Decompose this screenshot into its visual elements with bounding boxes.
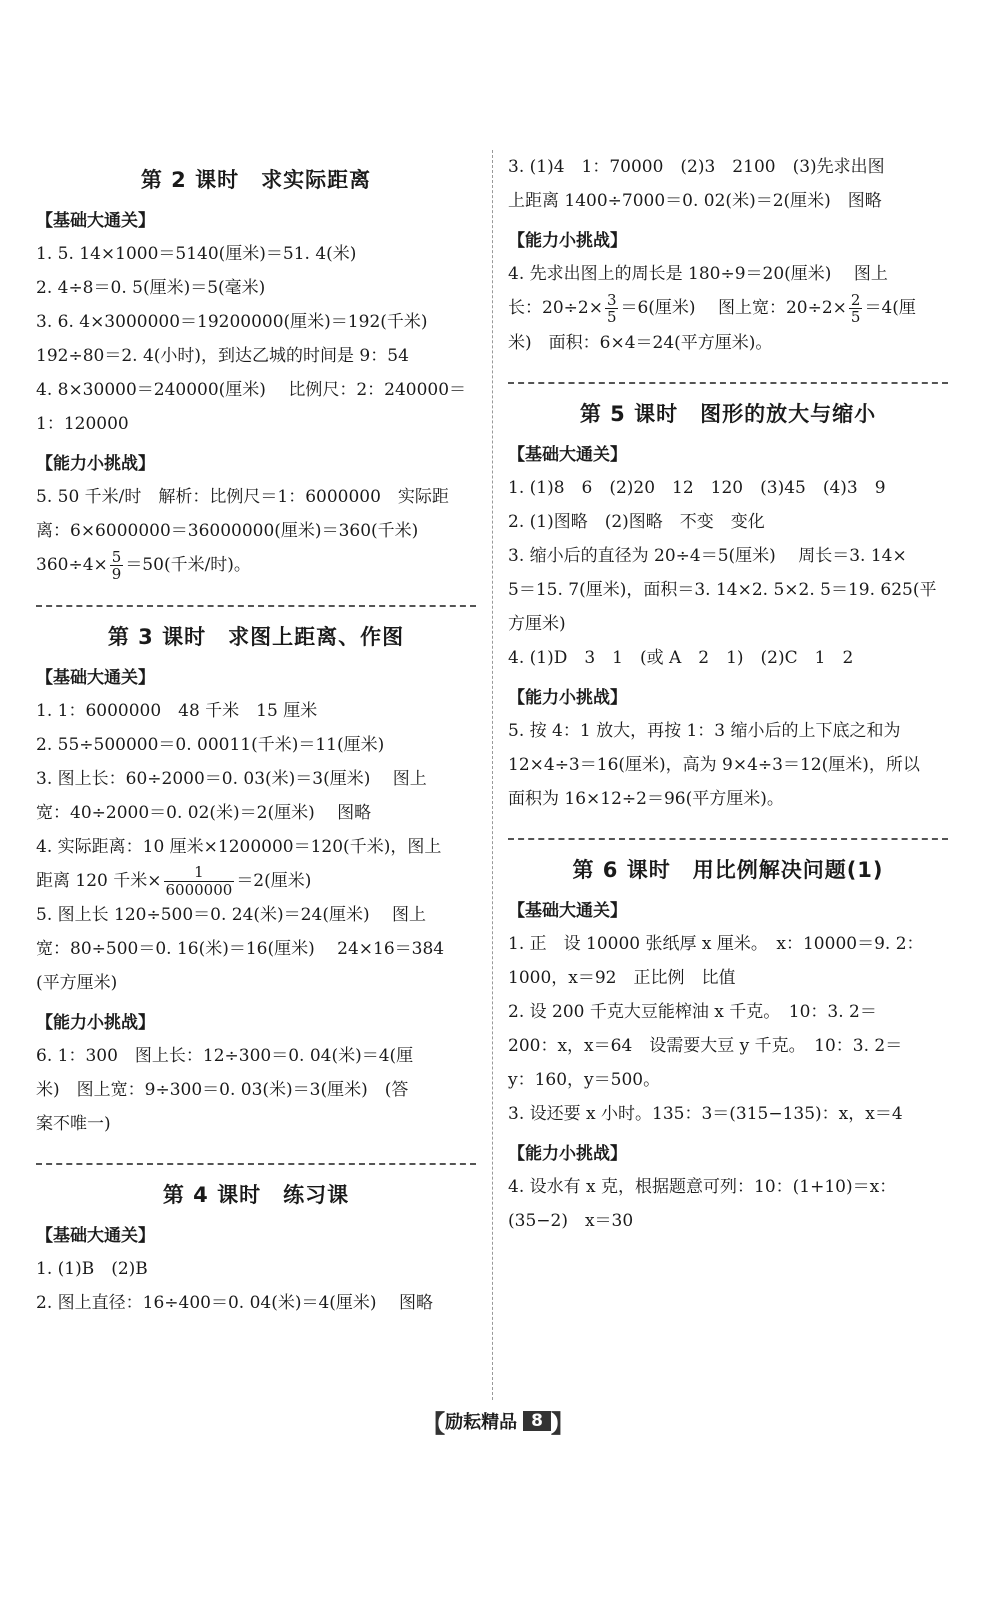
lesson-5-title: 第 5 课时 图形的放大与缩小 bbox=[579, 401, 877, 426]
lesson-2-title: 第 2 课时 求实际距离 bbox=[140, 168, 372, 192]
answer-line: 4. 设水有 x 克，根据题意可列：10：(1+10)＝x： bbox=[508, 1176, 897, 1197]
answer-line: 1. 1：6000000 48 千米 15 厘米 bbox=[36, 700, 318, 721]
challenge-section-heading: 【能力小挑战】 bbox=[508, 687, 627, 708]
basic-section-heading: 【基础大通关】 bbox=[36, 211, 155, 231]
basic-section-heading: 【基础大通关】 bbox=[36, 667, 155, 688]
section-divider bbox=[36, 1163, 476, 1165]
answer-line: (35−2) x＝30 bbox=[508, 1210, 634, 1231]
fraction-answer-line: 长：20÷2× $\frac{3}{5}$ ＝6(厘米) 图上宽：20÷2× $\frac{2}{5}$ ＝4(厘 bbox=[508, 290, 916, 326]
right-bracket-icon: 】 bbox=[550, 1409, 575, 1438]
answer-line: 2. 设 200 千克大豆能榨油 x 千克。 10：3. 2＝ bbox=[508, 1001, 877, 1022]
answer-line: 2. 4÷8＝0. 5(厘米)＝5(毫米) bbox=[36, 278, 266, 298]
answer-line: 192÷80＝2. 4(小时)，到达乙城的时间是 9：54 bbox=[36, 346, 409, 366]
fraction: $\frac{1}{6000000}$ bbox=[165, 863, 233, 899]
answer-line: 米) 图上宽：9÷300＝0. 03(米)＝3(厘米) (答 bbox=[36, 1080, 409, 1100]
answer-line: 2. 55÷500000＝0. 00011(千米)＝11(厘米) bbox=[36, 734, 385, 755]
answer-line: 5. 50 千米/时 解析：比例尺＝1：6000000 实际距 bbox=[36, 487, 449, 507]
challenge-section-heading: 【能力小挑战】 bbox=[36, 454, 155, 474]
basic-section-heading: 【基础大通关】 bbox=[508, 444, 627, 465]
answer-line: 3. 6. 4×3000000＝19200000(厘米)＝192(千米) bbox=[36, 312, 428, 332]
answer-line: 4. 先求出图上的周长是 180÷9＝20(厘米) 图上 bbox=[508, 264, 888, 284]
fraction: $\frac{2}{5}$ bbox=[850, 290, 861, 326]
answer-line: 1：120000 bbox=[36, 414, 129, 434]
answer-line: 宽：40÷2000＝0. 02(米)＝2(厘米) 图略 bbox=[36, 802, 372, 823]
fraction: $\frac{3}{5}$ bbox=[606, 290, 617, 326]
section-divider bbox=[36, 605, 476, 607]
answer-line: y：160，y＝500。 bbox=[508, 1069, 661, 1090]
answer-line: 2. 图上直径：16÷400＝0. 04(米)＝4(厘米) 图略 bbox=[36, 1293, 433, 1313]
answer-line: 面积为 16×12÷2＝96(平方厘米)。 bbox=[508, 788, 784, 809]
fraction-answer-line: 360÷4× $\frac{5}{9}$ ＝50(千米/时)。 bbox=[36, 547, 251, 583]
section-divider bbox=[508, 838, 948, 840]
answer-line: (平方厘米) bbox=[36, 973, 118, 993]
section-divider bbox=[508, 382, 948, 384]
answer-line: 12×4÷3＝16(厘米)，高为 9×4÷3＝12(厘米)，所以 bbox=[508, 754, 920, 775]
answer-line: 1. 正 设 10000 张纸厚 x 厘米。 x：10000＝9. 2： bbox=[508, 933, 924, 954]
answer-line: 4. (1)D 3 1 (或 A 2 1) (2)C 1 2 bbox=[508, 647, 854, 668]
challenge-section-heading: 【能力小挑战】 bbox=[508, 231, 627, 251]
answer-line: 米) 面积：6×4＝24(平方厘米)。 bbox=[508, 332, 773, 353]
fraction-answer-line: 距离 120 千米× $\frac{1}{6000000}$ ＝2(厘米) bbox=[36, 863, 312, 899]
answer-line: 5＝15. 7(厘米)，面积＝3. 14×2. 5×2. 5＝19. 625(平 bbox=[508, 579, 937, 600]
left-bracket-icon: 【 bbox=[421, 1409, 446, 1438]
answer-line: 1. (1)B (2)B bbox=[36, 1259, 148, 1279]
brand-label: 励耘精品 bbox=[445, 1412, 518, 1433]
answer-line: 案不唯一) bbox=[36, 1114, 111, 1134]
answer-line: 2. (1)图略 (2)图略 不变 变化 bbox=[508, 511, 765, 532]
answer-line: 4. 8×30000＝240000(厘米) 比例尺：2：240000＝ bbox=[36, 380, 467, 400]
answer-line: 4. 实际距离：10 厘米×1200000＝120(千米)，图上 bbox=[36, 836, 442, 857]
basic-section-heading: 【基础大通关】 bbox=[36, 1226, 155, 1246]
challenge-section-heading: 【能力小挑战】 bbox=[508, 1143, 627, 1164]
answer-line: 1. (1)8 6 (2)20 12 120 (3)45 (4)3 9 bbox=[508, 477, 886, 498]
column-separator bbox=[492, 150, 494, 1400]
answer-line: 3. 设还要 x 小时。135：3＝(315−135)：x，x＝4 bbox=[508, 1103, 903, 1124]
basic-section-heading: 【基础大通关】 bbox=[508, 900, 627, 921]
answer-line: 1. 5. 14×1000＝5140(厘米)＝51. 4(米) bbox=[36, 244, 357, 264]
page-number: 8 bbox=[523, 1411, 551, 1431]
fraction: $\frac{5}{9}$ bbox=[111, 547, 122, 583]
lesson-4-title: 第 4 课时 练习课 bbox=[162, 1183, 350, 1207]
answer-line: 3. 缩小后的直径为 20÷4＝5(厘米) 周长＝3. 14× bbox=[508, 545, 907, 566]
answer-line: 3. (1)4 1：70000 (2)3 2100 (3)先求出图 bbox=[508, 157, 885, 177]
left-column bbox=[36, 150, 476, 1320]
answer-line: 5. 按 4：1 放大，再按 1：3 缩小后的上下底之和为 bbox=[508, 720, 901, 741]
right-column bbox=[508, 150, 948, 1238]
answer-line: 200：x，x＝64 设需要大豆 y 千克。 10：3. 2＝ bbox=[508, 1035, 903, 1056]
answer-line: 方厘米) bbox=[508, 613, 566, 634]
answer-line: 宽：80÷500＝0. 16(米)＝16(厘米) 24×16＝384 bbox=[36, 939, 445, 959]
challenge-section-heading: 【能力小挑战】 bbox=[36, 1013, 155, 1033]
answer-line: 1000，x＝92 正比例 比值 bbox=[508, 967, 736, 988]
answer-line: 3. 图上长：60÷2000＝0. 03(米)＝3(厘米) 图上 bbox=[36, 768, 427, 789]
page-footer bbox=[398, 1406, 598, 1436]
answer-line: 6. 1：300 图上长：12÷300＝0. 04(米)＝4(厘 bbox=[36, 1046, 414, 1066]
answer-line: 离：6×6000000＝36000000(厘米)＝360(千米) bbox=[36, 521, 419, 541]
answer-line: 上距离 1400÷7000＝0. 02(米)＝2(厘米) 图略 bbox=[508, 191, 882, 211]
answer-line: 5. 图上长 120÷500＝0. 24(米)＝24(厘米) 图上 bbox=[36, 905, 426, 925]
lesson-3-title: 第 3 课时 求图上距离、作图 bbox=[107, 624, 405, 649]
lesson-6-title: 第 6 课时 用比例解决问题(1) bbox=[572, 857, 884, 882]
